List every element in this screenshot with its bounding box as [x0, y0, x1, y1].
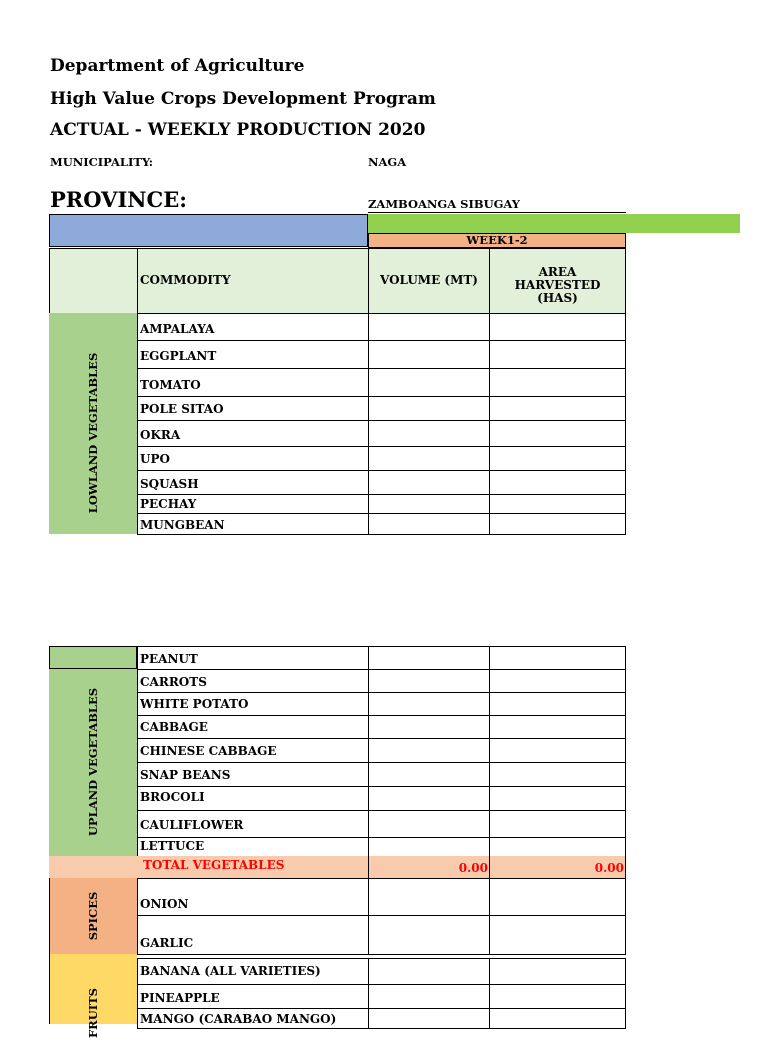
municipality-value: NAGA — [368, 155, 407, 169]
volume-cell[interactable] — [368, 958, 490, 985]
table-row — [137, 715, 626, 738]
area-cell[interactable] — [489, 915, 626, 955]
area-cell[interactable] — [489, 340, 626, 369]
commodity-name: EGGPLANT — [140, 349, 217, 363]
volume-cell[interactable] — [368, 786, 490, 811]
volume-cell[interactable] — [368, 646, 490, 670]
commodity-cell — [137, 420, 369, 447]
commodity-name: PINEAPPLE — [140, 991, 220, 1005]
total-area: 0.00 — [594, 861, 624, 875]
commodity-cell — [137, 470, 369, 495]
commodity-cell — [137, 340, 369, 369]
commodity-name: OKRA — [140, 428, 181, 442]
area-cell[interactable] — [489, 692, 626, 716]
volume-cell[interactable] — [368, 762, 490, 787]
table-row — [137, 762, 626, 786]
report-title: ACTUAL - WEEKLY PRODUCTION 2020 — [50, 120, 426, 140]
table-row — [137, 984, 626, 1008]
total-volume: 0.00 — [458, 861, 488, 875]
table-row — [137, 786, 626, 810]
department-title: Department of Agriculture — [50, 56, 305, 76]
commodity-cell — [137, 313, 369, 341]
commodity-name: ONION — [140, 897, 189, 911]
table-row — [137, 958, 626, 984]
volume-cell[interactable] — [368, 446, 490, 471]
commodity-cell — [137, 984, 369, 1009]
table-row — [137, 420, 626, 446]
commodity-name: LETTUCE — [140, 839, 205, 853]
commodity-name: PEANUT — [140, 652, 198, 666]
area-cell[interactable] — [489, 810, 626, 838]
commodity-cell — [137, 669, 369, 693]
total-label: TOTAL VEGETABLES — [143, 858, 285, 872]
table-row — [137, 878, 626, 915]
area-cell[interactable] — [489, 958, 626, 985]
fruits-group-label: FRUITS — [86, 988, 100, 1038]
province-value: ZAMBOANGA SIBUGAY — [368, 197, 520, 211]
area-cell[interactable] — [489, 646, 626, 670]
commodity-cell — [137, 368, 369, 397]
area-cell[interactable] — [489, 396, 626, 421]
commodity-cell — [137, 446, 369, 471]
volume-cell[interactable] — [368, 368, 490, 397]
volume-cell[interactable] — [368, 420, 490, 447]
commodity-name: CHINESE CABBAGE — [140, 744, 277, 758]
table-row — [137, 513, 626, 534]
commodity-cell — [137, 396, 369, 421]
area-cell[interactable] — [489, 494, 626, 514]
area-cell[interactable] — [489, 738, 626, 763]
volume-header — [368, 248, 490, 314]
volume-cell[interactable] — [368, 494, 490, 514]
area-cell[interactable] — [489, 470, 626, 495]
commodity-cell — [137, 513, 369, 535]
volume-cell[interactable] — [368, 738, 490, 763]
municipality-label: MUNICIPALITY: — [50, 155, 153, 169]
commodity-cell — [137, 1008, 369, 1029]
area-cell[interactable] — [489, 368, 626, 397]
table-row — [137, 396, 626, 420]
volume-cell[interactable] — [368, 396, 490, 421]
volume-cell[interactable] — [368, 810, 490, 838]
commodity-cell — [137, 958, 369, 985]
volume-cell[interactable] — [368, 313, 490, 341]
volume-cell[interactable] — [368, 470, 490, 495]
table-row — [137, 915, 626, 954]
area-cell[interactable] — [489, 837, 626, 857]
area-cell[interactable] — [489, 446, 626, 471]
blue-header-cell — [49, 214, 368, 247]
commodity-name: SNAP BEANS — [140, 768, 231, 782]
commodity-cell — [137, 494, 369, 514]
upland-group-label: UPLAND VEGETABLES — [86, 687, 100, 837]
commodity-name: BANANA (ALL VARIETIES) — [140, 964, 321, 978]
volume-cell[interactable] — [368, 878, 490, 916]
commodity-name: SQUASH — [140, 477, 199, 491]
table-row — [137, 1008, 626, 1028]
area-cell[interactable] — [489, 420, 626, 447]
total-divider-3 — [625, 856, 626, 878]
province-label: PROVINCE: — [50, 187, 187, 212]
table-row — [137, 738, 626, 762]
area-cell[interactable] — [489, 1008, 626, 1029]
commodity-header-text: COMMODITY — [140, 273, 231, 287]
area-header-text: AREA HARVESTED (HAS) — [514, 265, 601, 305]
volume-cell[interactable] — [368, 715, 490, 739]
province-underline — [368, 212, 626, 213]
blank-header-cell — [49, 248, 138, 314]
commodity-cell — [137, 915, 369, 955]
commodity-name: CAULIFLOWER — [140, 818, 244, 832]
volume-cell[interactable] — [368, 669, 490, 693]
volume-cell[interactable] — [368, 340, 490, 369]
week-header: WEEK1-2 — [368, 233, 626, 248]
commodity-name: PECHAY — [140, 497, 197, 511]
table-row — [137, 646, 626, 669]
volume-header-text: VOLUME (MT) — [380, 273, 478, 287]
volume-cell[interactable] — [368, 1008, 490, 1029]
commodity-name: TOMATO — [140, 378, 201, 392]
volume-cell[interactable] — [368, 837, 490, 857]
table-row — [137, 446, 626, 470]
volume-cell[interactable] — [368, 915, 490, 955]
table-row — [137, 494, 626, 513]
spices-group-label: SPICES — [86, 891, 100, 941]
table-row — [137, 669, 626, 692]
commodity-cell — [137, 786, 369, 811]
area-cell[interactable] — [489, 669, 626, 693]
volume-cell[interactable] — [368, 513, 490, 535]
volume-cell[interactable] — [368, 984, 490, 1009]
commodity-name: CARROTS — [140, 675, 207, 689]
table-row — [137, 837, 626, 856]
commodity-name: MANGO (CARABAO MANGO) — [140, 1012, 337, 1026]
commodity-name: BROCOLI — [140, 790, 205, 804]
commodity-cell — [137, 837, 369, 857]
program-title: High Value Crops Development Program — [50, 89, 436, 109]
commodity-name: GARLIC — [140, 936, 194, 950]
commodity-name: POLE SITAO — [140, 402, 224, 416]
commodity-cell — [137, 738, 369, 763]
area-cell[interactable] — [489, 313, 626, 341]
commodity-cell — [137, 762, 369, 787]
lowland-group-label: LOWLAND VEGETABLES — [86, 352, 100, 514]
commodity-name: MUNGBEAN — [140, 518, 225, 532]
commodity-cell — [137, 715, 369, 739]
table-row — [137, 313, 626, 340]
commodity-cell — [137, 646, 369, 670]
total-divider-2 — [489, 856, 490, 878]
commodity-cell — [137, 878, 369, 916]
commodity-name: UPO — [140, 452, 170, 466]
area-cell[interactable] — [489, 513, 626, 535]
area-header — [489, 248, 626, 314]
table-row — [137, 810, 626, 837]
commodity-cell — [137, 692, 369, 716]
total-divider-1 — [368, 856, 369, 878]
volume-cell[interactable] — [368, 692, 490, 716]
commodity-name: CABBAGE — [140, 720, 208, 734]
area-cell[interactable] — [489, 715, 626, 739]
area-cell[interactable] — [489, 762, 626, 787]
commodity-name: WHITE POTATO — [140, 697, 249, 711]
commodity-cell — [137, 810, 369, 838]
table-row — [137, 692, 626, 715]
green-header-bar — [368, 214, 740, 233]
area-cell[interactable] — [489, 786, 626, 811]
table-row — [137, 470, 626, 494]
commodity-header — [137, 248, 369, 314]
table-row — [137, 368, 626, 396]
area-cell[interactable] — [489, 984, 626, 1009]
commodity-name: AMPALAYA — [140, 322, 215, 336]
table-row — [137, 340, 626, 368]
area-cell[interactable] — [489, 878, 626, 916]
